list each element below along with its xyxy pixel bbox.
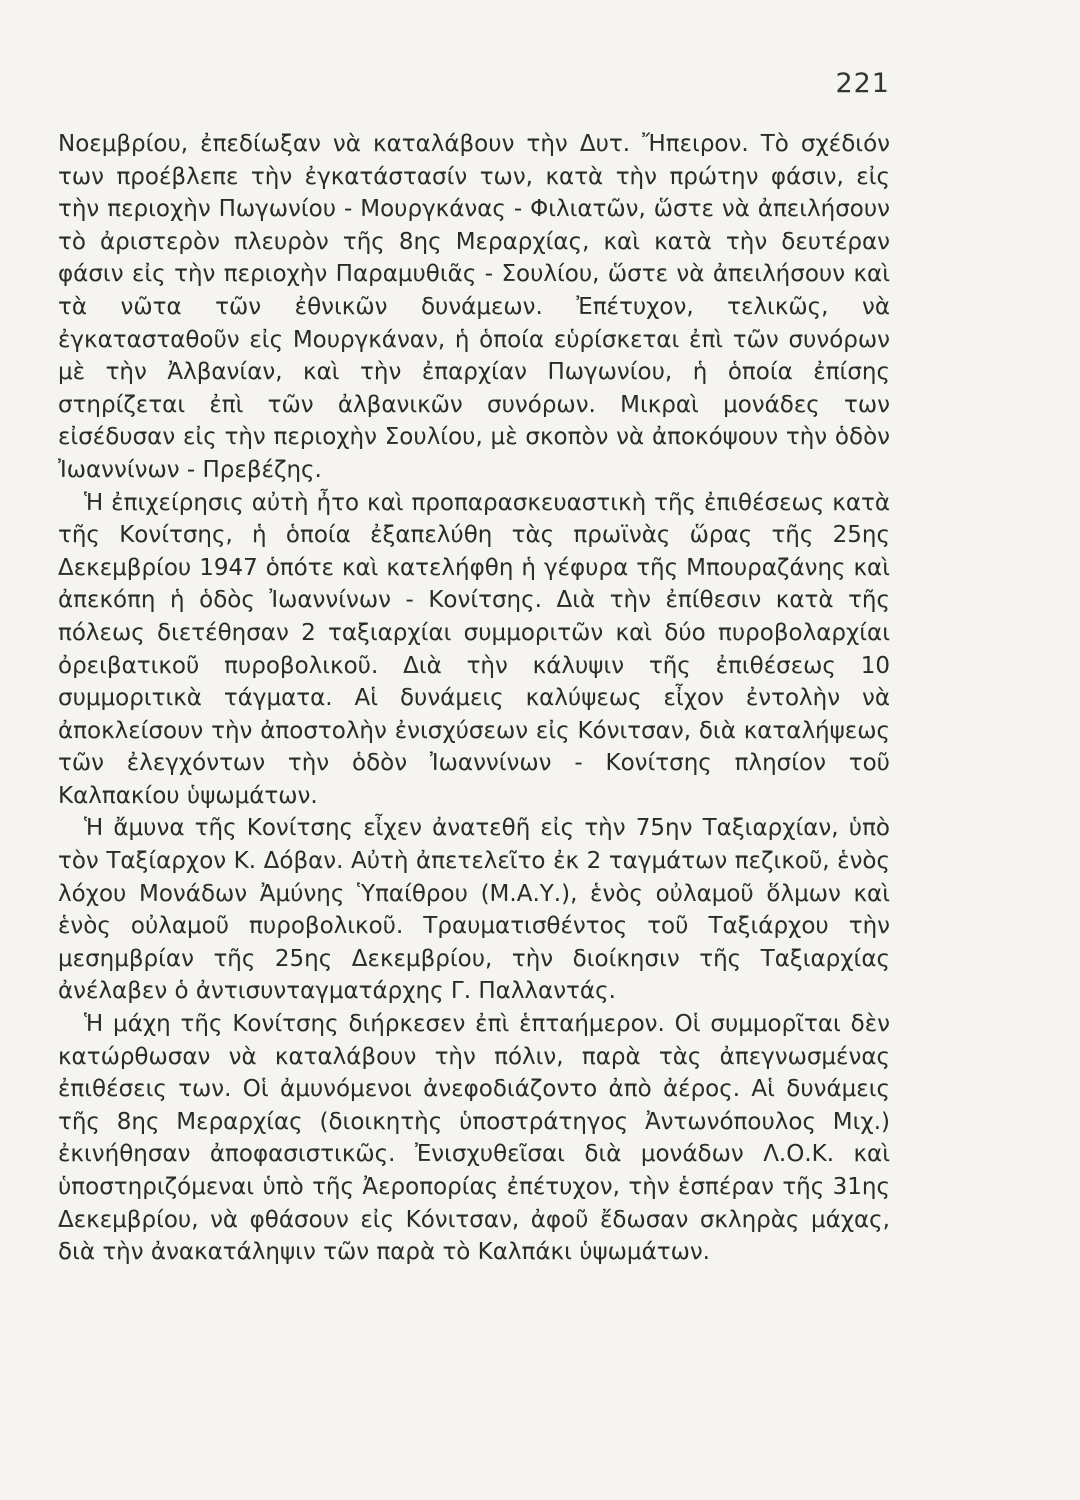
body-text bbox=[58, 128, 890, 1269]
page-number: 221 bbox=[835, 68, 890, 99]
paragraph-3: Ἡ ἄμυνα τῆς Κονίτσης εἶχεν ἀνατεθῆ εἰς τὴν 75ην Ταξιαρχίαν, ὑπὸ τὸν Ταξίαρχον Κ. Δόβαν. Αὐτὴ ἀπετελεῖτο ἐκ 2 ταγμάτων πεζικοῦ, ἑνὸς λόχου Μονάδων Ἀμύνης Ὑπαίθρου (Μ.Α.Υ.), ἑνὸς οὐλαμοῦ ὅλμων καὶ ἑνὸς οὐλαμοῦ πυροβολικοῦ. Τραυματισθέντος τοῦ Ταξιάρχου τὴν μεσημβρίαν τῆς 25ης Δεκεμβρίου, τὴν διοίκησιν τῆς Ταξιαρχίας ἀνέλαβεν ὁ ἀντισυνταγματάρχης Γ. Παλλαντάς. bbox=[58, 815, 890, 1005]
paragraph-4: Ἡ μάχη τῆς Κονίτσης διήρκεσεν ἐπὶ ἑπταήμερον. Οἱ συμμορῖται δὲν κατώρθωσαν νὰ καταλάβουν τὴν πόλιν, παρὰ τὰς ἀπεγνωσμένας ἐπιθέσεις των. Οἱ ἀμυνόμενοι ἀνεφοδιάζοντο ἀπὸ ἀέρος. Αἱ δυνάμεις τῆς 8ης Μεραρχίας (διοικητὴς ὑποστράτηγος Ἀντωνόπουλος Μιχ.) ἐκινήθησαν ἀποφασιστικῶς. Ἐνισχυθεῖσαι διὰ μονάδων Λ.Ο.Κ. καὶ ὑποστηριζόμεναι ὑπὸ τῆς Ἀεροπορίας ἐπέτυχον, τὴν ἑσπέραν τῆς 31ης Δεκεμβρίου, νὰ φθάσουν εἰς Κόνιτσαν, ἀφοῦ ἔδωσαν σκληρὰς μάχας, διὰ τὴν ἀνακατάληψιν τῶν παρὰ τὸ Καλπάκι ὑψωμάτων. bbox=[58, 1011, 890, 1266]
paragraph-2: Ἡ ἐπιχείρησις αὐτὴ ἦτο καὶ προπαρασκευαστικὴ τῆς ἐπιθέσεως κατὰ τῆς Κονίτσης, ἡ ὁποία ἐξαπελύθη τὰς πρωϊνὰς ὥρας τῆς 25ης Δεκεμβρίου 1947 ὁπότε καὶ κατελήφθη ἡ γέφυρα τῆς Μπουραζάνης καὶ ἀπεκόπη ἡ ὁδὸς Ἰωαννίνων - Κονίτσης. Διὰ τὴν ἐπίθεσιν κατὰ τῆς πόλεως διετέθησαν 2 ταξιαρχίαι συμμοριτῶν καὶ δύο πυροβολαρχίαι ὀρειβατικοῦ πυροβολικοῦ. Διὰ τὴν κάλυψιν τῆς ἐπιθέσεως 10 συμμοριτικὰ τάγματα. Αἱ δυνάμεις καλύψεως εἶχον ἐντολὴν νὰ ἀποκλείσουν τὴν ἀποστολὴν ἐνισχύσεων εἰς Κόνιτσαν, διὰ καταλήψεως τῶν ἐλεγχόντων τὴν ὁδὸν Ἰωαννίνων - Κονίτσης πλησίον τοῦ Καλπακίου ὑψωμάτων. bbox=[58, 489, 890, 809]
paragraph-1: Νοεμβρίου, ἐπεδίωξαν νὰ καταλάβουν τὴν Δυτ. Ἤπειρον. Τὸ σχέδιόν των προέβλεπε τὴν ἐγκατάστασίν των, κατὰ τὴν πρώτην φάσιν, εἰς τὴν περιοχὴν Πωγωνίου - Μουργκάνας - Φιλιατῶν, ὥστε νὰ ἀπειλήσουν τὸ ἀριστερὸν πλευρὸν τῆς 8ης Μεραρχίας, καὶ κατὰ τὴν δευτέραν φάσιν εἰς τὴν περιοχὴν Παραμυθιᾶς - Σουλίου, ὥστε νὰ ἀπειλήσουν καὶ τὰ νῶτα τῶν ἐθνικῶν δυνάμεων. Ἐπέτυχον, τελικῶς, νὰ ἐγκατασταθοῦν εἰς Μουργκάναν, ἡ ὁποία εὑρίσκεται ἐπὶ τῶν συνόρων μὲ τὴν Ἀλβανίαν, καὶ τὴν ἐπαρχίαν Πωγωνίου, ἡ ὁποία ἐπίσης στηρίζεται ἐπὶ τῶν ἀλβανικῶν συνόρων. Μικραὶ μονάδες των εἰσέδυσαν εἰς τὴν περιοχὴν Σουλίου, μὲ σκοπὸν νὰ ἀποκόψουν τὴν ὁδὸν Ἰωαννίνων - Πρεβέζης. bbox=[58, 131, 890, 483]
